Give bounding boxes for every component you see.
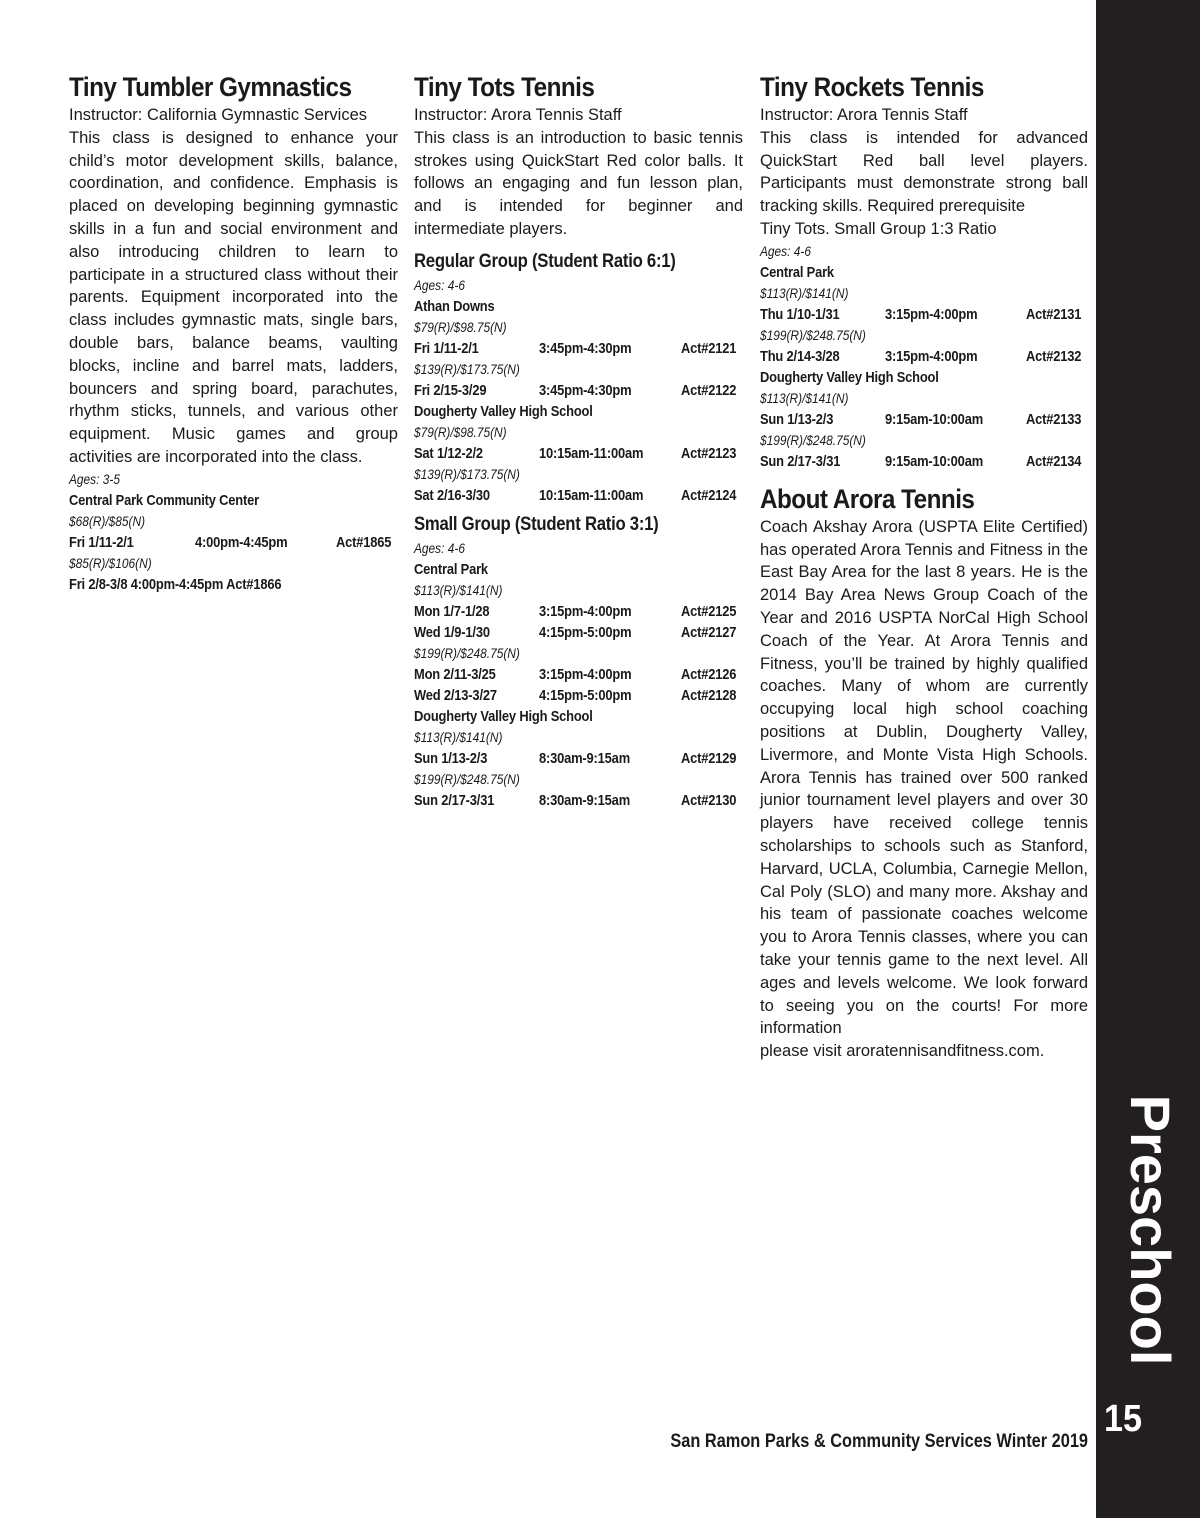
session-row (414, 601, 743, 622)
session-row (414, 622, 743, 643)
column-tiny-rockets (760, 70, 1088, 1063)
session-act: Act#2126 (681, 665, 737, 683)
price: $68(R)/$85(N) (69, 512, 146, 529)
about-text-last: please visit aroratennisandfitness.com. (760, 1042, 1045, 1061)
session-act: Act#2121 (681, 339, 737, 357)
price: $139(R)/$173.75(N) (414, 465, 520, 482)
page-number: 15 (1103, 1398, 1143, 1440)
about-text: Coach Akshay Arora (USPTA Elite Certified) has operated Arora Tennis and Fitness in the East Bay Area for the last 8 years. He is the 2014 Bay Area News Group Coach of the Year and 2016 USPTA NorCal High School Coach of the Year. At Arora Tennis and Fitness, you’ll be trained by highly qualified coaches. Many of whom are currently occupying local high school coaching positions at Dublin, Dougherty Valley, Livermore, and Monte Vista High Schools. Arora Tennis has trained over 500 ranked junior tournament level players and over 30 players have received college tennis scholarships to schools such as Stanford, Harvard, UCLA, Columbia, Carnegie Mellon, Cal Poly (SLO) and many more. Akshay and his team of passionate coaches welcome you to Arora Tennis classes, where you can take your tennis game to the next level. All ages and levels welcome. We look forward to seeing you on the courts! For more information (760, 517, 1088, 1038)
price: $199(R)/$248.75(N) (414, 644, 520, 661)
session-time: 3:15pm-4:00pm (885, 347, 978, 365)
price: $113(R)/$141(N) (414, 728, 503, 745)
session-time: 3:15pm-4:00pm (885, 305, 978, 323)
session-dates: Fri 1/11-2/1 (414, 339, 479, 357)
session-row (760, 304, 1088, 325)
session-act: Act#2124 (681, 486, 737, 504)
session-row (414, 380, 743, 401)
price: $199(R)/$248.75(N) (414, 770, 520, 787)
session-act: Act#2125 (681, 602, 737, 620)
class-description: This class is an introduction to basic tennis strokes using QuickStart Red color balls. It follows an engaging and fun lesson plan, and is intended for beginner and intermediate players. (414, 128, 743, 238)
session-act: Act#2131 (1026, 305, 1082, 323)
session-act: Act#2129 (681, 749, 737, 767)
session-time: 4:15pm-5:00pm (539, 623, 632, 641)
session-dates: Fri 1/11-2/1 (69, 533, 134, 551)
price: $113(R)/$141(N) (760, 284, 849, 301)
column-tiny-tumbler (69, 70, 398, 595)
session-dates: Wed 1/9-1/30 (414, 623, 490, 641)
ages: Ages: 4-6 (414, 276, 465, 293)
price: $113(R)/$141(N) (414, 581, 503, 598)
location: Dougherty Valley High School (414, 707, 593, 725)
session-time: 9:15am-10:00am (885, 410, 983, 428)
page-footer: San Ramon Parks & Community Services Winter 2019 (670, 1431, 1088, 1452)
session-dates: Sat 2/16-3/30 (414, 486, 490, 504)
price: $113(R)/$141(N) (760, 389, 849, 406)
session-time: 4:00pm-4:45pm (195, 533, 288, 551)
session-row (414, 664, 743, 685)
location: Athan Downs (414, 297, 495, 315)
session-dates: Sun 1/13-2/3 (760, 410, 834, 428)
instructor: Instructor: California Gymnastic Services (69, 106, 368, 124)
ages: Ages: 4-6 (414, 539, 465, 556)
instructor: Instructor: Arora Tennis Staff (414, 106, 622, 124)
price: $199(R)/$248.75(N) (760, 326, 866, 343)
price: $85(R)/$106(N) (69, 554, 152, 571)
session-dates: Sun 2/17-3/31 (414, 791, 495, 809)
session-time: 4:15pm-5:00pm (539, 686, 632, 704)
session-dates: Mon 2/11-3/25 (414, 665, 496, 683)
price: $199(R)/$248.75(N) (760, 431, 866, 448)
class-title: Tiny Tumbler Gymnastics (69, 72, 352, 102)
session-time: 8:30am-9:15am (539, 791, 630, 809)
session-row (414, 790, 743, 811)
session-time: 10:15am-11:00am (539, 486, 644, 504)
location: Central Park Community Center (69, 491, 259, 509)
session-time: 3:15pm-4:00pm (539, 665, 632, 683)
session-time: 3:15pm-4:00pm (539, 602, 632, 620)
price: $79(R)/$98.75(N) (414, 423, 507, 440)
session-dates: Sat 1/12-2/2 (414, 444, 483, 462)
session-act: Act#2132 (1026, 347, 1082, 365)
session-row (414, 443, 743, 464)
location: Central Park (760, 263, 834, 281)
session-row (69, 532, 398, 553)
class-title: Tiny Tots Tennis (414, 72, 595, 102)
session-dates: Thu 1/10-1/31 (760, 305, 840, 323)
session-dates: Fri 2/15-3/29 (414, 381, 487, 399)
session-row (414, 685, 743, 706)
class-description-last: Tiny Tots. Small Group 1:3 Ratio (760, 219, 997, 238)
session-row (760, 451, 1088, 472)
location: Dougherty Valley High School (760, 368, 939, 386)
session-row (414, 338, 743, 359)
session-act: Act#2133 (1026, 410, 1082, 428)
class-description: This class is intended for advanced QuickStart Red ball level players. Participants must demonstrate strong ball tracking skills. Required prerequisite (760, 128, 1088, 216)
session-row (760, 409, 1088, 430)
session-row (760, 346, 1088, 367)
session-row (414, 485, 743, 506)
section-label: Preschool (1119, 1094, 1182, 1366)
session-act: Act#2128 (681, 686, 737, 704)
session-act: Act#2130 (681, 791, 737, 809)
session-time: 9:15am-10:00am (885, 452, 983, 470)
instructor: Instructor: Arora Tennis Staff (760, 106, 968, 124)
session-time: 10:15am-11:00am (539, 444, 644, 462)
column-tiny-tots (414, 70, 743, 811)
session-act: Act#2134 (1026, 452, 1082, 470)
group-heading: Regular Group (Student Ratio 6:1) (414, 250, 676, 272)
session-time: 3:45pm-4:30pm (539, 339, 632, 357)
price: $79(R)/$98.75(N) (414, 318, 507, 335)
price: $139(R)/$173.75(N) (414, 360, 520, 377)
session-dates: Thu 2/14-3/28 (760, 347, 840, 365)
session-row (69, 574, 398, 595)
group-heading: Small Group (Student Ratio 3:1) (414, 513, 659, 535)
session-dates: Sun 1/13-2/3 (414, 749, 488, 767)
session-time: 8:30am-9:15am (539, 749, 630, 767)
session-row (414, 748, 743, 769)
about-title: About Arora Tennis (760, 483, 975, 514)
class-description: This class is designed to enhance your child’s motor development skills, balance, coordination, and confidence. Emphasis is placed on developing beginning gymnastic skills in a fun and social environment and also introducing children to learn to participate in a structured class without their parents. Equipment incorporated into the class includes gymnastic mats, single bars, double bars, balance beams, vaulting blocks, incline and barrel mats, ladders, bouncers and spring board, parachutes, rhythm sticks, tunnels, and various other equipment. Music games and group activities are incorporated into the class. (69, 128, 398, 466)
ages: Ages: 4-6 (760, 242, 811, 259)
session-dates: Wed 2/13-3/27 (414, 686, 497, 704)
session-time: 3:45pm-4:30pm (539, 381, 632, 399)
session-act: Act#2122 (681, 381, 737, 399)
ages: Ages: 3-5 (69, 470, 120, 487)
session-act: Act#2127 (681, 623, 737, 641)
session-inline: Fri 2/8-3/8 4:00pm-4:45pm Act#1866 (69, 575, 282, 593)
session-act: Act#1865 (336, 533, 392, 551)
location: Central Park (414, 560, 488, 578)
session-dates: Sun 2/17-3/31 (760, 452, 841, 470)
session-dates: Mon 1/7-1/28 (414, 602, 490, 620)
session-act: Act#2123 (681, 444, 737, 462)
location: Dougherty Valley High School (414, 402, 593, 420)
class-title: Tiny Rockets Tennis (760, 72, 984, 102)
